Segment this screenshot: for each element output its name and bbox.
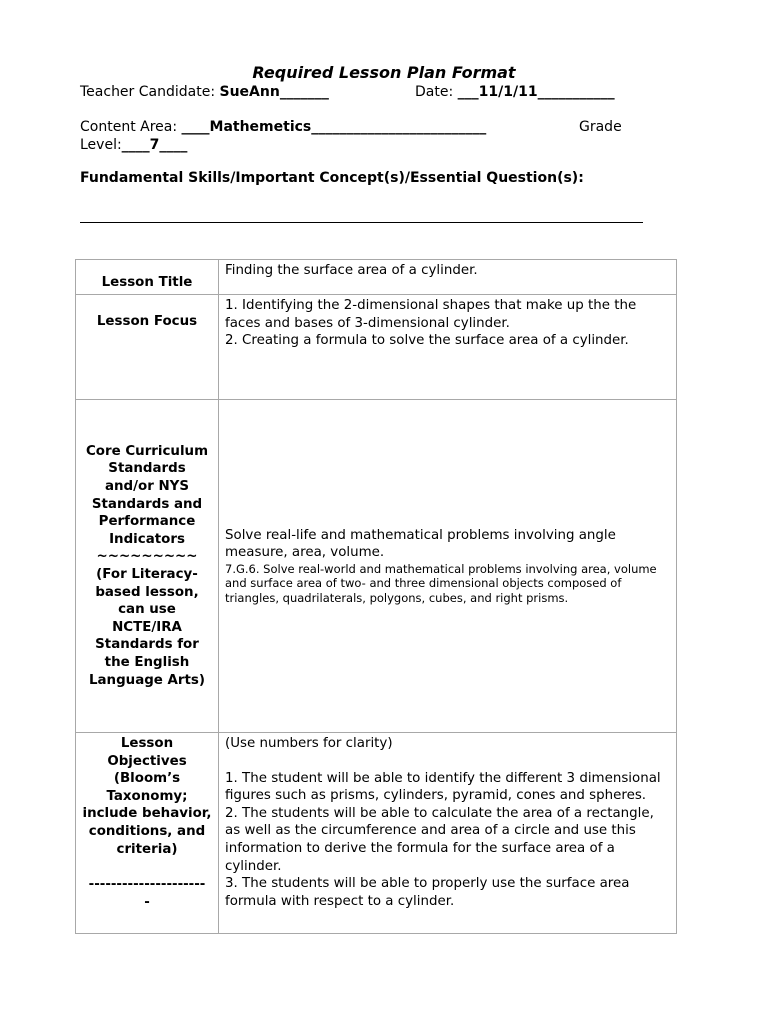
objectives-label: Lesson Objectives (Bloom’s Taxonomy; include behavior, conditions, and criteria) xyxy=(82,736,212,857)
level-label: Level: xyxy=(80,137,122,153)
grade-level-line xyxy=(80,137,187,153)
lesson-focus-item: 2. Creating a formula to solve the surface area of a cylinder. xyxy=(225,333,629,349)
content-area-line xyxy=(80,119,486,135)
lesson-title-label: Lesson Title xyxy=(76,260,219,295)
table-row xyxy=(76,295,677,400)
objectives-label-cell xyxy=(76,733,219,934)
lesson-focus-item: 1. Identifying the 2-dimensional shapes that make up the the faces and bases of 3-dimensional cylinder. xyxy=(225,298,637,331)
objectives-value xyxy=(219,733,677,934)
table-row xyxy=(76,400,677,733)
objective-item: 3. The students will be able to properly use the surface area formula with respect to a cylinder. xyxy=(225,876,630,909)
standards-label: Core Curriculum Standards and/or NYS Standards and Performance Indicators ~~~~~~~~~ (For Literacy-based lesson, can use NCTE/IRA Standards for the English Language Arts) xyxy=(76,400,219,733)
content-area-value: ____Mathemetics_________________________ xyxy=(181,119,487,135)
lesson-title-value xyxy=(219,260,677,295)
objectives-divider-tail: - xyxy=(144,894,150,910)
fundamental-answer-line xyxy=(80,222,643,223)
objective-item: 1. The student will be able to identify the different 3 dimensional figures such as prisms, cylinders, pyramid, cones and spheres. xyxy=(225,770,661,804)
table-row xyxy=(76,260,677,295)
objective-item: 2. The students will be able to calculate the area of a rectangle, as well as the circumference and area of a circle and use this information to derive the formula for the surface area of a cylinder. xyxy=(225,805,654,874)
date-value: ___11/1/11___________ xyxy=(457,84,615,100)
lesson-plan-table xyxy=(75,259,677,934)
date-line xyxy=(415,84,615,100)
fundamental-skills-heading: Fundamental Skills/Important Concept(s)/Essential Question(s): xyxy=(80,170,584,186)
standards-value xyxy=(219,400,677,733)
lesson-focus-label: Lesson Focus xyxy=(76,295,219,400)
objectives-divider: --------------------- xyxy=(88,877,206,893)
document-title: Required Lesson Plan Format xyxy=(252,63,516,82)
table-row xyxy=(76,733,677,934)
objectives-note: (Use numbers for clarity) xyxy=(225,736,393,751)
date-label: Date: xyxy=(415,84,458,100)
standards-main-text: Solve real-life and mathematical problems involving angle measure, area, volume. xyxy=(225,527,616,561)
teacher-value: SueAnn_______ xyxy=(219,84,329,100)
standards-detail-text: 7.G.6. Solve real-world and mathematical problems involving area, volume and surface area of two- and three dimensional objects composed of triangles, quadrilaterals, polygons, cubes, and right prisms. xyxy=(225,561,657,605)
teacher-line xyxy=(80,84,329,100)
grade-label: Grade xyxy=(579,119,622,135)
level-value: ____7____ xyxy=(121,137,188,153)
content-area-label: Content Area: xyxy=(80,119,182,135)
teacher-label: Teacher Candidate: xyxy=(80,84,220,100)
lesson-title-text: Finding the surface area of a cylinder. xyxy=(225,263,478,278)
lesson-focus-value xyxy=(219,295,677,400)
